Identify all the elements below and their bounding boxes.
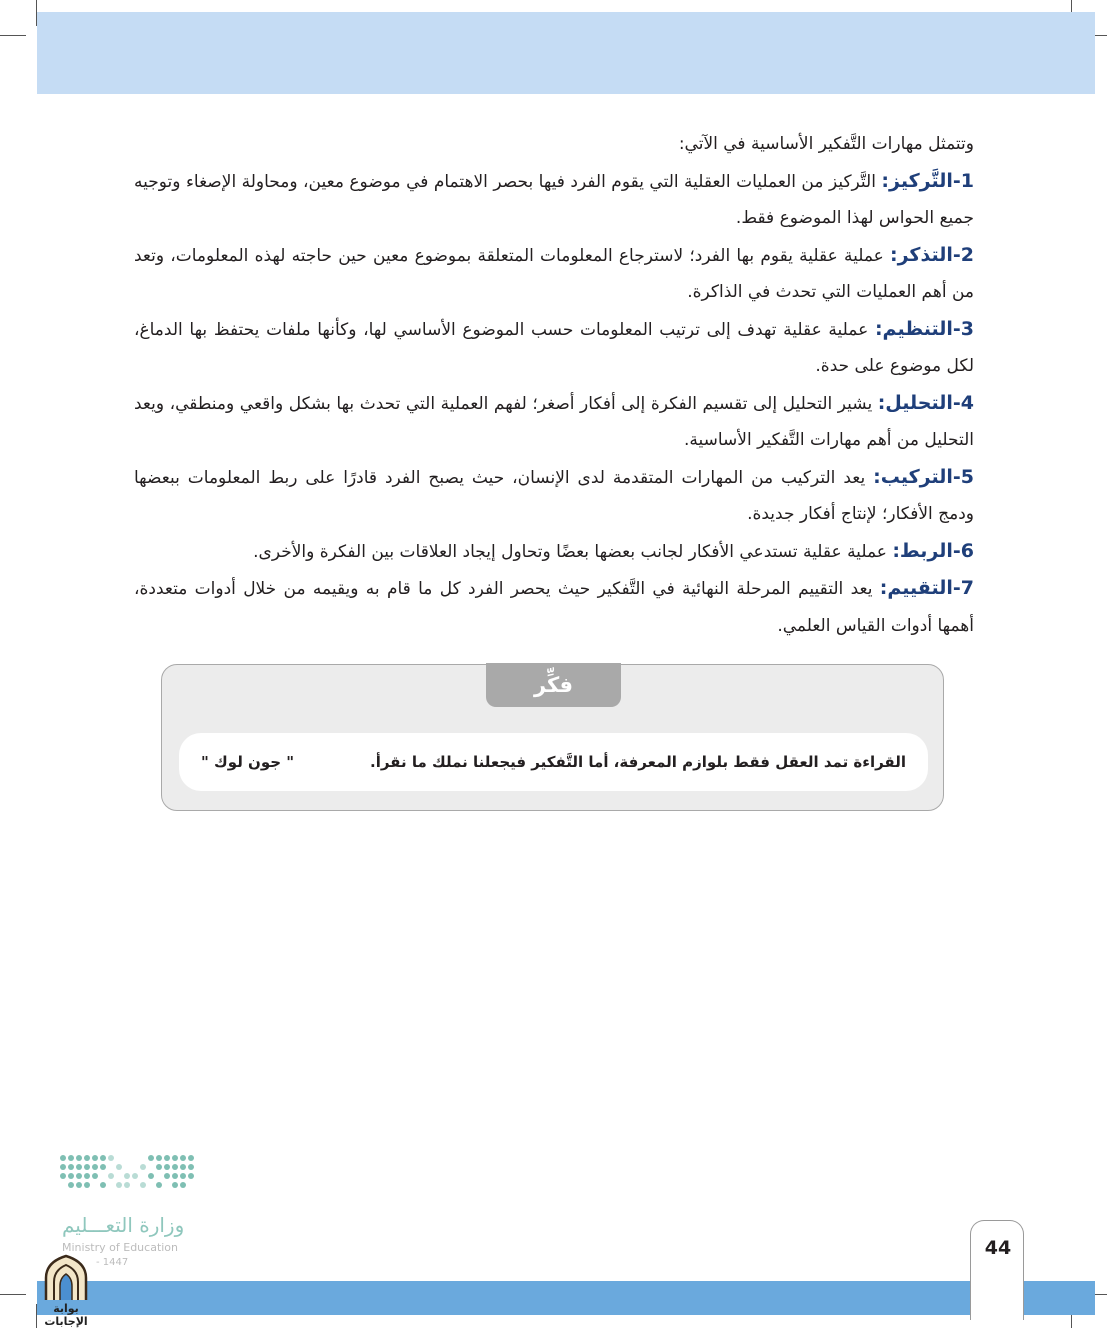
logo-dot bbox=[124, 1182, 130, 1188]
quote-author: " جون لوك " bbox=[201, 753, 295, 771]
logo-dot bbox=[92, 1155, 98, 1161]
page-number: 44 bbox=[984, 1237, 1012, 1259]
logo-dot bbox=[92, 1164, 98, 1170]
logo-dot bbox=[140, 1164, 146, 1170]
logo-dot bbox=[100, 1164, 106, 1170]
mosque-arch-icon bbox=[30, 1254, 102, 1302]
logo-dot bbox=[180, 1155, 186, 1161]
logo-dot bbox=[172, 1182, 178, 1188]
logo-dot bbox=[148, 1155, 154, 1161]
logo-dot bbox=[164, 1164, 170, 1170]
logo-dot bbox=[68, 1155, 74, 1161]
skill-item-analysis: 4-التحليل: يشير التحليل إلى تقسيم الفكرة إلى أفكار أصغر؛ لفهم العملية التي تحدث بها بشكل واقعي ومنطقي، ويعد التحليل من أهم مهارات التَّفكير الأساسية. bbox=[134, 391, 974, 450]
logo-dot bbox=[180, 1173, 186, 1179]
logo-dot bbox=[156, 1164, 162, 1170]
think-label: فكِّر bbox=[486, 663, 621, 707]
quote-card bbox=[179, 733, 928, 791]
logo-dot bbox=[68, 1173, 74, 1179]
header-band bbox=[37, 12, 1095, 94]
logo-english: Ministry of Education bbox=[62, 1241, 179, 1254]
logo-dot bbox=[124, 1173, 130, 1179]
logo-year: - 1447 bbox=[96, 1257, 129, 1268]
footer-band bbox=[37, 1281, 1095, 1315]
logo-dot bbox=[100, 1155, 106, 1161]
logo-dot bbox=[100, 1182, 106, 1188]
logo-dot bbox=[84, 1182, 90, 1188]
logo-dot bbox=[68, 1182, 74, 1188]
logo-dot bbox=[76, 1182, 82, 1188]
logo-dot bbox=[84, 1155, 90, 1161]
intro-text: وتتمثل مهارات التَّفكير الأساسية في الآتي: bbox=[678, 134, 974, 154]
watermark-text: بوابة الإجابات bbox=[44, 1302, 88, 1328]
skill-item-focus: 1-التَّركيز: التَّركيز من العمليات العقلية التي يقوم الفرد فيها بحصر الاهتمام في موضوع معين، ومحاولة الإصغاء وتوجيه جميع الحواس لهذا الموضوع فقط. bbox=[134, 169, 974, 228]
logo-dot bbox=[164, 1155, 170, 1161]
skill-item-linking: 6-الربط: عملية عقلية تستدعي الأفكار لجانب بعضها بعضًا وتحاول إيجاد العلاقات بين الفكرة والأخرى. bbox=[253, 539, 974, 562]
logo-dot bbox=[108, 1173, 114, 1179]
page-number-tab bbox=[970, 1220, 1024, 1320]
logo-dot bbox=[92, 1173, 98, 1179]
quote-text: القراءة تمد العقل فقط بلوازم المعرفة، أما التَّفكير فيجعلنا نملك ما نقرأ. bbox=[370, 753, 906, 771]
logo-dot bbox=[188, 1173, 194, 1179]
logo-dot bbox=[60, 1155, 66, 1161]
lesson-body bbox=[134, 126, 974, 644]
logo-dot bbox=[116, 1164, 122, 1170]
logo-dot bbox=[188, 1155, 194, 1161]
skill-item-evaluation: 7-التقييم: يعد التقييم المرحلة النهائية في التَّفكير حيث يحصر الفرد كل ما قام به ويقيمه من خلال أدوات متعددة، أهمها أدوات القياس العلمي. bbox=[134, 577, 974, 636]
logo-dot bbox=[172, 1173, 178, 1179]
logo-dot bbox=[180, 1164, 186, 1170]
logo-dot bbox=[76, 1173, 82, 1179]
logo-dot bbox=[188, 1164, 194, 1170]
logo-dot bbox=[172, 1164, 178, 1170]
logo-dot bbox=[116, 1182, 122, 1188]
logo-dot bbox=[76, 1155, 82, 1161]
logo-dot bbox=[164, 1173, 170, 1179]
skill-item-organize: 3-التنظيم: عملية عقلية تهدف إلى ترتيب المعلومات حسب الموضوع الأساسي لها، وكأنها ملفات يحتفظ بها الدماغ، لكل موضوع على حدة. bbox=[134, 317, 974, 376]
crop-mark bbox=[0, 1294, 26, 1295]
logo-dot bbox=[140, 1182, 146, 1188]
logo-dot bbox=[68, 1164, 74, 1170]
logo-dot bbox=[60, 1173, 66, 1179]
logo-dot bbox=[156, 1155, 162, 1161]
logo-dot bbox=[172, 1155, 178, 1161]
skill-item-synthesis: 5-التركيب: يعد التركيب من المهارات المتقدمة لدى الإنسان، حيث يصبح الفرد قادرًا على ربط المعلومات ببعضها ودمج الأفكار؛ لإنتاج أفكار جديدة. bbox=[134, 465, 974, 524]
logo-dot bbox=[148, 1173, 154, 1179]
logo-dot bbox=[84, 1164, 90, 1170]
logo-dot bbox=[156, 1182, 162, 1188]
think-box bbox=[161, 664, 944, 811]
logo-dot bbox=[180, 1182, 186, 1188]
logo-dot bbox=[60, 1164, 66, 1170]
crop-mark bbox=[0, 35, 26, 36]
logo-arabic: وزارة التعـــليم bbox=[62, 1213, 185, 1237]
logo-dot bbox=[132, 1173, 138, 1179]
logo-dot bbox=[108, 1155, 114, 1161]
logo-dot bbox=[84, 1173, 90, 1179]
logo-dot bbox=[76, 1164, 82, 1170]
skill-item-recall: 2-التذكر: عملية عقلية يقوم بها الفرد؛ لاسترجاع المعلومات المتعلقة بموضوع معين حين حاجته لهذه المعلومات، وتعد من أهم العمليات التي تحدث في الذاكرة. bbox=[134, 243, 974, 302]
watermark bbox=[30, 1254, 102, 1328]
